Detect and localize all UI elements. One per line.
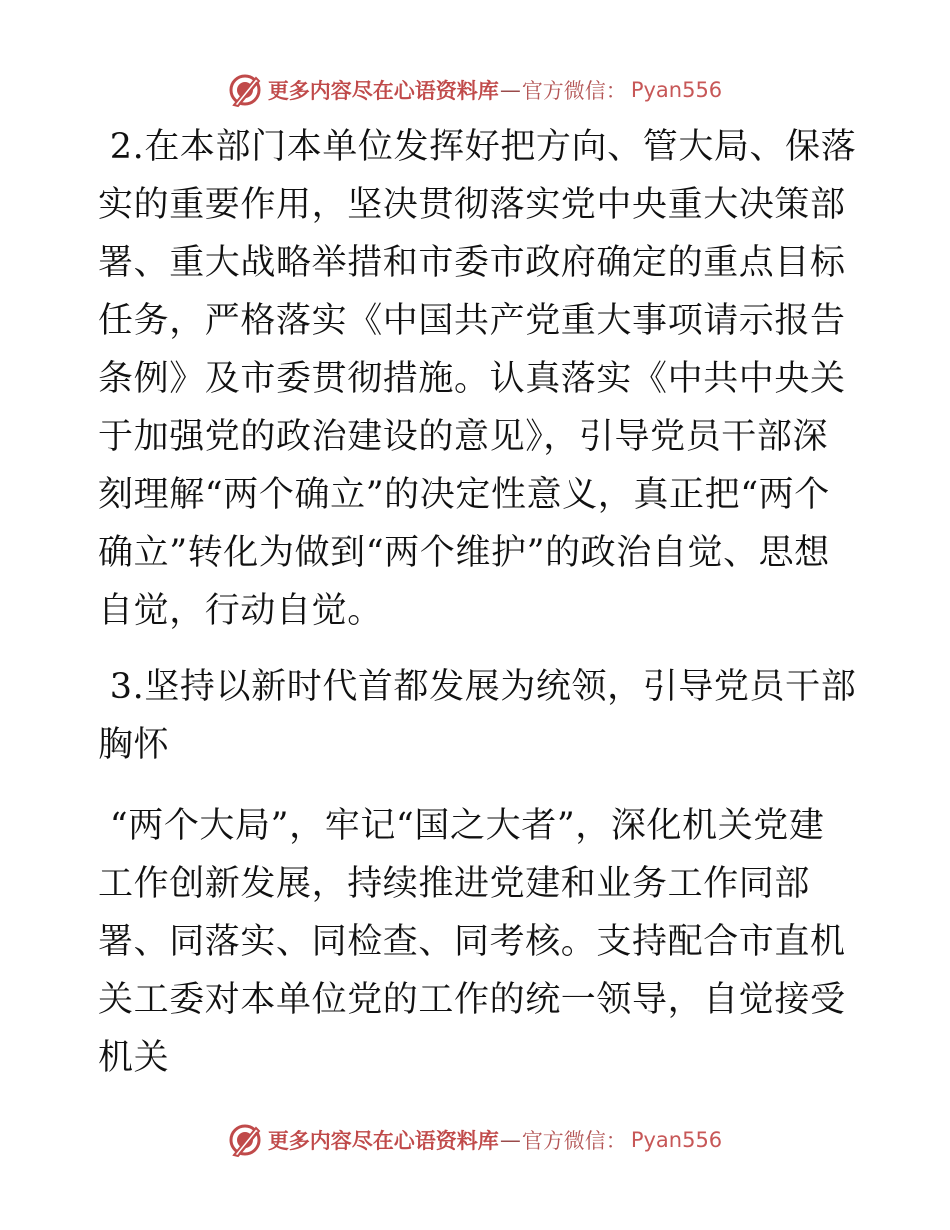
footer-banner-main-text: 更多内容尽在心语资料库 <box>267 1129 499 1153</box>
footer-banner-wechat-id: Pyan556 <box>630 1128 723 1152</box>
footer-banner <box>0 1120 950 1160</box>
body-paragraph-item-3-continued: “两个大局”，牢记“国之大者”，深化机关党建工作创新发展，持续推进党建和业务工作同部署、同落实、同检查、同考核。支持配合市直机关工委对本单位党的工作的统一领导，自觉接受机关 <box>98 806 846 1078</box>
body-paragraph-item-2: 2.在本部门本单位发挥好把方向、管大局、保落实的重要作用，坚决贯彻落实党中央重大决策部署、重大战略举措和市委市政府确定的重点目标任务，严格落实《中国共产党重大事项请示报告条例》及市委贯彻措施。认真落实《中共中央关于加强党的政治建设的意见》，引导党员干部深刻理解“两个确立”的决定性意义，真正把“两个确立”转化为做到“两个维护”的政治自觉、思想自觉，行动自觉。 <box>98 127 857 631</box>
quill-logo-icon <box>228 72 264 108</box>
quill-logo-icon <box>228 1122 264 1158</box>
footer-banner-wechat-label: 官方微信： <box>521 1129 627 1153</box>
header-banner-separator: — <box>499 78 521 102</box>
header-banner-main-text: 更多内容尽在心语资料库 <box>267 79 499 103</box>
header-banner-wechat-id: Pyan556 <box>630 78 723 102</box>
header-banner <box>0 70 950 110</box>
footer-banner-separator: — <box>499 1128 521 1152</box>
body-paragraph-item-3: 3.坚持以新时代首都发展为统领，引导党员干部胸怀 <box>98 667 857 765</box>
header-banner-wechat-label: 官方微信： <box>521 79 627 103</box>
